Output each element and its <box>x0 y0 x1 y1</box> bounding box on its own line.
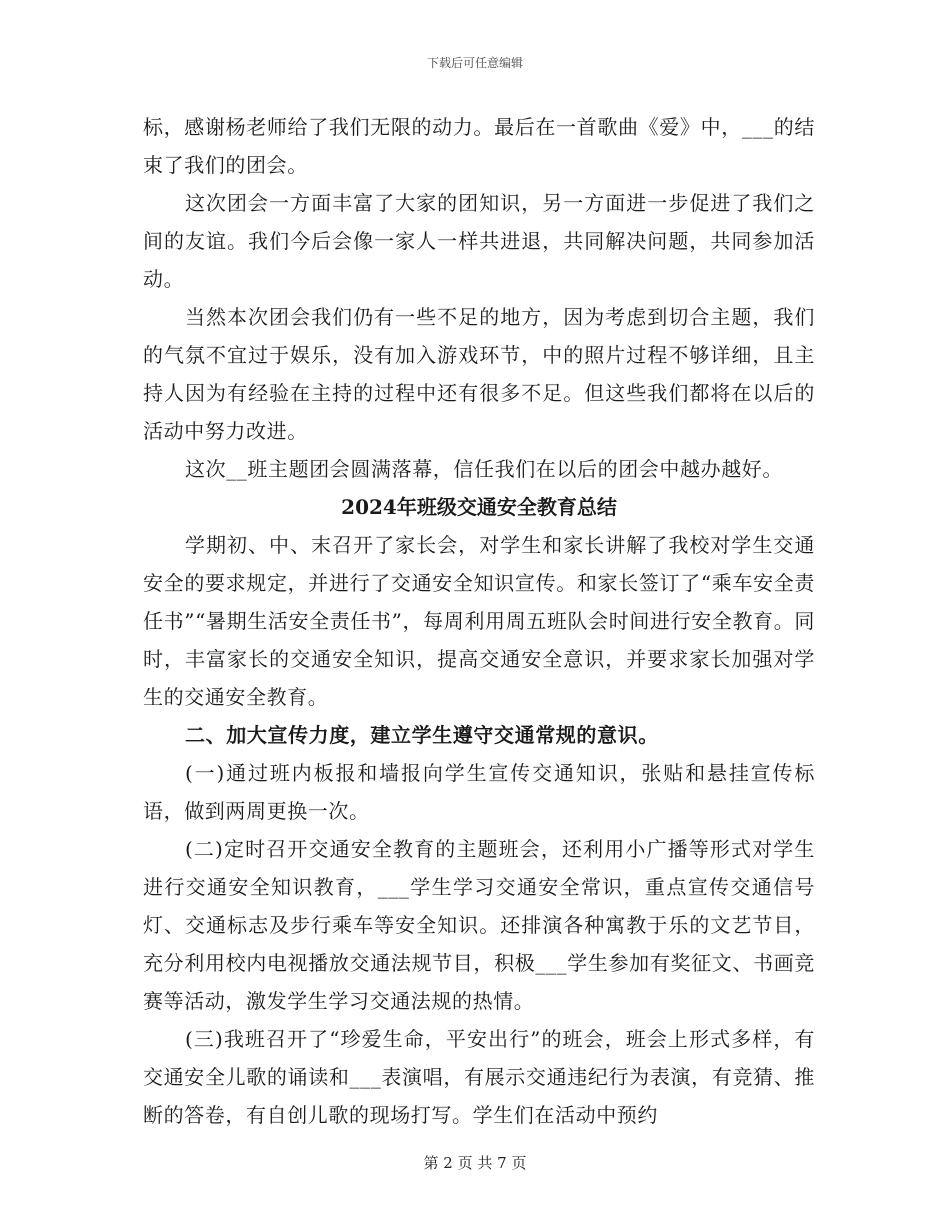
paragraph-7: (二)定时召开交通安全教育的主题班会，还利用小广播等形式对学生进行交通安全知识教育，___学生学习交通安全常识，重点宣传交通信号灯、交通标志及步行乘车等安全知识。还排演各种寓教于乐的文艺节目，充分利用校内电视播放交通法规节目，积极___学生参加有奖征文、书画竞赛等活动，激发学生学习交通法规的热情。 <box>143 837 815 1013</box>
document-title: 2024年班级交通安全教育总结 <box>341 495 617 519</box>
paragraph-5: 学期初、中、末召开了家长会，对学生和家长讲解了我校对学生交通安全的要求规定，并进行了交通安全知识宣传。和家长签订了“乘车安全责任书”“暑期生活安全责任书”，每周利用周五班队会时间进行安全教育。同时，丰富家长的交通安全知识，提高交通安全意识，并要求家长加强对学生的交通安全教育。 <box>143 533 815 709</box>
paragraph-2: 这次团会一方面丰富了大家的团知识，另一方面进一步促进了我们之间的友谊。我们今后会像一家人一样共进退，共同解决问题，共同参加活动。 <box>143 191 815 291</box>
paragraph-4: 这次__班主题团会圆满落幕，信任我们在以后的团会中越办越好。 <box>185 457 783 481</box>
page-number: 第 2 页 共 7 页 <box>423 1154 527 1172</box>
paragraph-3: 当然本次团会我们仍有一些不足的地方，因为考虑到切合主题，我们的气氛不宜过于娱乐，没有加入游戏环节，中的照片过程不够详细，且主持人因为有经验在主持的过程中还有很多不足。但这些我们都将在以后的活动中努力改进。 <box>143 305 815 443</box>
page-header-note: 下载后可任意编辑 <box>426 56 523 70</box>
paragraph-1: 标，感谢杨老师给了我们无限的动力。最后在一首歌曲《爱》中，___的结束了我们的团会。 <box>143 115 815 177</box>
section-heading-2: 二、加大宣传力度，建立学生遵守交通常规的意识。 <box>185 723 659 747</box>
paragraph-8: (三)我班召开了“珍爱生命，平安出行”的班会，班会上形式多样，有交通安全儿歌的诵读和___表演唱，有展示交通违纪行为表演，有竞猜、推断的答卷，有自创儿歌的现场打写。学生们在活动中预约 <box>143 1027 815 1127</box>
paragraph-6: (一)通过班内板报和墙报向学生宣传交通知识，张贴和悬挂宣传标语，做到两周更换一次。 <box>143 761 815 823</box>
document-body <box>143 108 815 1134</box>
